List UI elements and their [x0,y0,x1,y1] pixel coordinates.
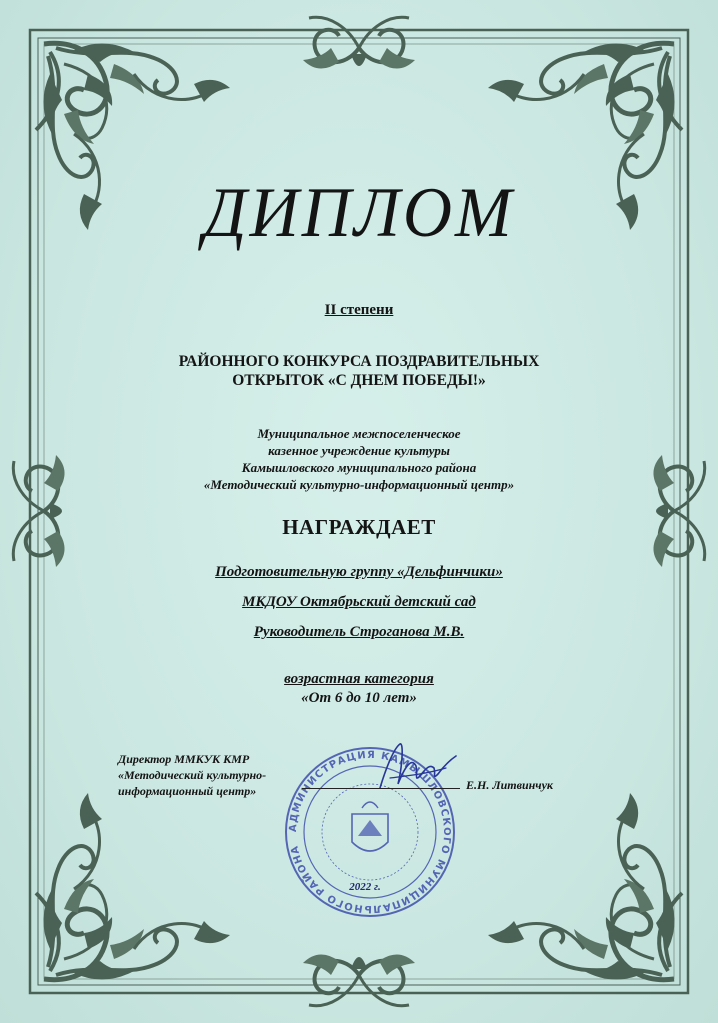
signature [376,738,460,800]
organization-line: Муниципальное межпоселенческое [257,426,461,441]
contest-name-line: РАЙОННОГО КОНКУРСА ПОЗДРАВИТЕЛЬНЫХ [178,353,540,370]
diploma-degree: II степени [324,302,394,318]
organization-line: Камышловского муниципального района [241,460,477,475]
stamp-ring-text: АДМИНИСТРАЦИЯ КАМЫШЛОВСКОГО МУНИЦИПАЛЬНОГО РАЙОНА [287,749,453,915]
signature-line [302,788,460,789]
signatory-line: Директор ММКУК КМР [118,752,250,766]
recipient-group: Подготовительную группу «Дельфинчики» [215,564,503,580]
signatory-line: информационный центр» [118,784,257,798]
organization-name [0,425,718,493]
age-category-label: возрастная категория [284,671,434,687]
organization-line: «Методический культурно-информационный центр» [203,477,515,492]
awards-heading: НАГРАЖДАЕТ [282,515,436,539]
signatory-name: Е.Н. Литвинчук [466,778,553,792]
stamp-year: 2022 г. [349,881,381,893]
recipient-supervisor: Руководитель Строганова М.В. [253,624,465,640]
recipient-institution: МКДОУ Октябрьский детский сад [242,594,476,610]
signatory-title [118,751,338,799]
age-category-value: «От 6 до 10 лет» [301,690,417,706]
diploma-title: ДИПЛОМ [203,172,515,252]
organization-line: казенное учреждение культуры [268,443,450,458]
age-category [0,670,718,708]
contest-name [0,352,718,390]
signatory-line: «Методический культурно- [118,768,267,782]
contest-name-line: ОТКРЫТОК «С ДНЕМ ПОБЕДЫ!» [232,372,486,389]
